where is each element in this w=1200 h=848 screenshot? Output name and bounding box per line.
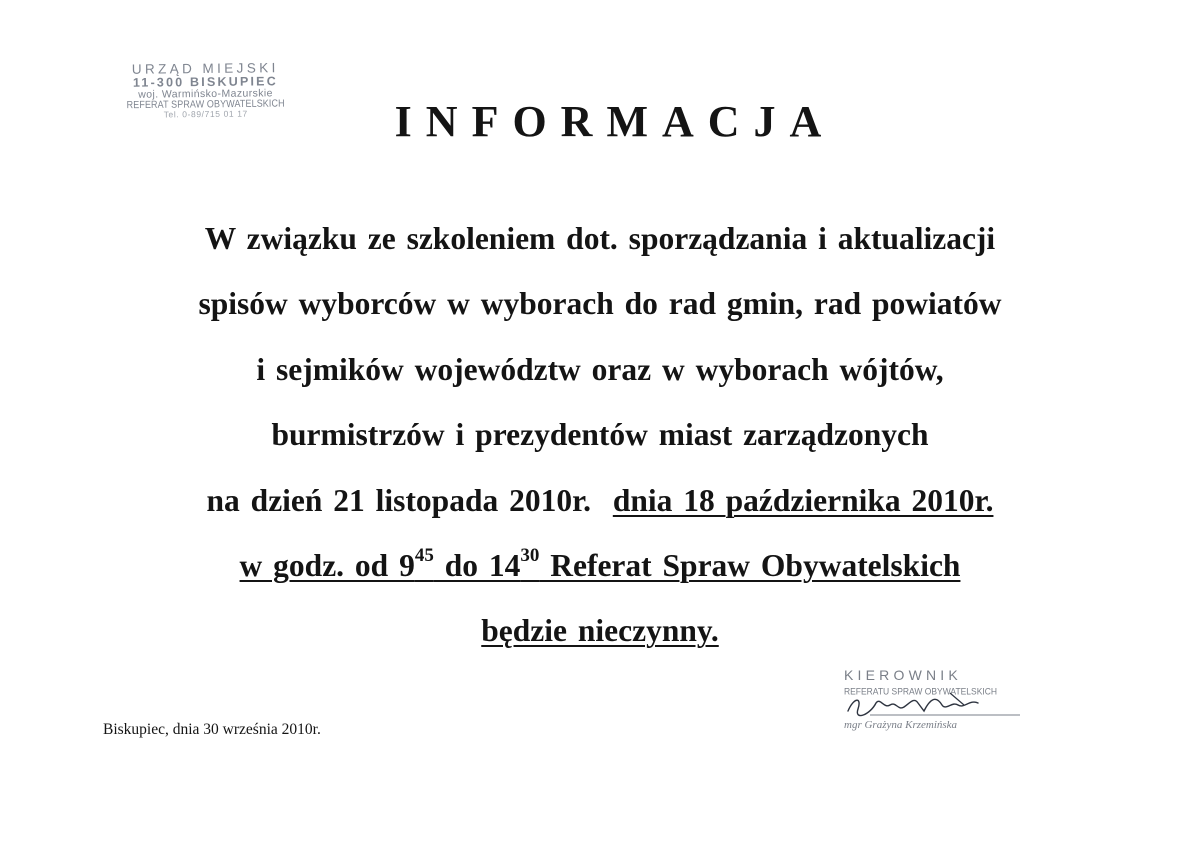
- hours-text: do 14: [433, 547, 521, 583]
- body-line: [60, 468, 1140, 533]
- office-stamp: [103, 61, 309, 120]
- signature-stamp-role: KIEROWNIK: [844, 667, 962, 683]
- closure-hours: [239, 544, 961, 583]
- office-stamp-line: REFERAT SPRAW OBYWATELSKICH: [126, 97, 285, 111]
- body-line: [60, 533, 1140, 598]
- office-stamp-line: 11-300 BISKUPIEC: [132, 74, 278, 90]
- office-stamp-line: woj. Warmińsko-Mazurskie: [138, 87, 273, 102]
- office-stamp-line: Tel. 0-89/715 01 17: [163, 108, 248, 120]
- signature-stamp-name: mgr Grażyna Krzemińska: [844, 719, 958, 731]
- body-line: i sejmików województw oraz w wyborach wójtów,: [256, 351, 944, 387]
- body-line-text: na dzień 21 listopada 2010r.: [206, 482, 592, 518]
- hours-superscript: 30: [520, 544, 540, 566]
- body-line: [60, 598, 1140, 663]
- announcement-body: [60, 206, 1140, 664]
- body-line: burmistrzów i prezydentów miast zarządzonych: [271, 417, 929, 453]
- place-and-date: Biskupiec, dnia 30 września 2010r.: [103, 721, 321, 738]
- body-line: spisów wyborców w wyborach do rad gmin, rad powiatów: [198, 286, 1002, 322]
- hours-superscript: 45: [414, 544, 434, 566]
- closure-date: dnia 18 października 2010r.: [612, 482, 994, 518]
- closure-notice: będzie nieczynny.: [481, 613, 719, 649]
- document-title: INFORMACJA: [394, 97, 836, 146]
- body-line: W związku ze szkoleniem dot. sporządzania i aktualizacji: [204, 221, 996, 256]
- office-stamp-line: URZĄD MIEJSKI: [131, 60, 279, 77]
- signature-stamp: [840, 667, 1030, 742]
- hours-text: Referat Spraw Obywatelskich: [539, 547, 961, 583]
- signature-stamp-unit: REFERATU SPRAW OBYWATELSKICH: [844, 685, 998, 697]
- hours-text: w godz. od 9: [239, 547, 415, 583]
